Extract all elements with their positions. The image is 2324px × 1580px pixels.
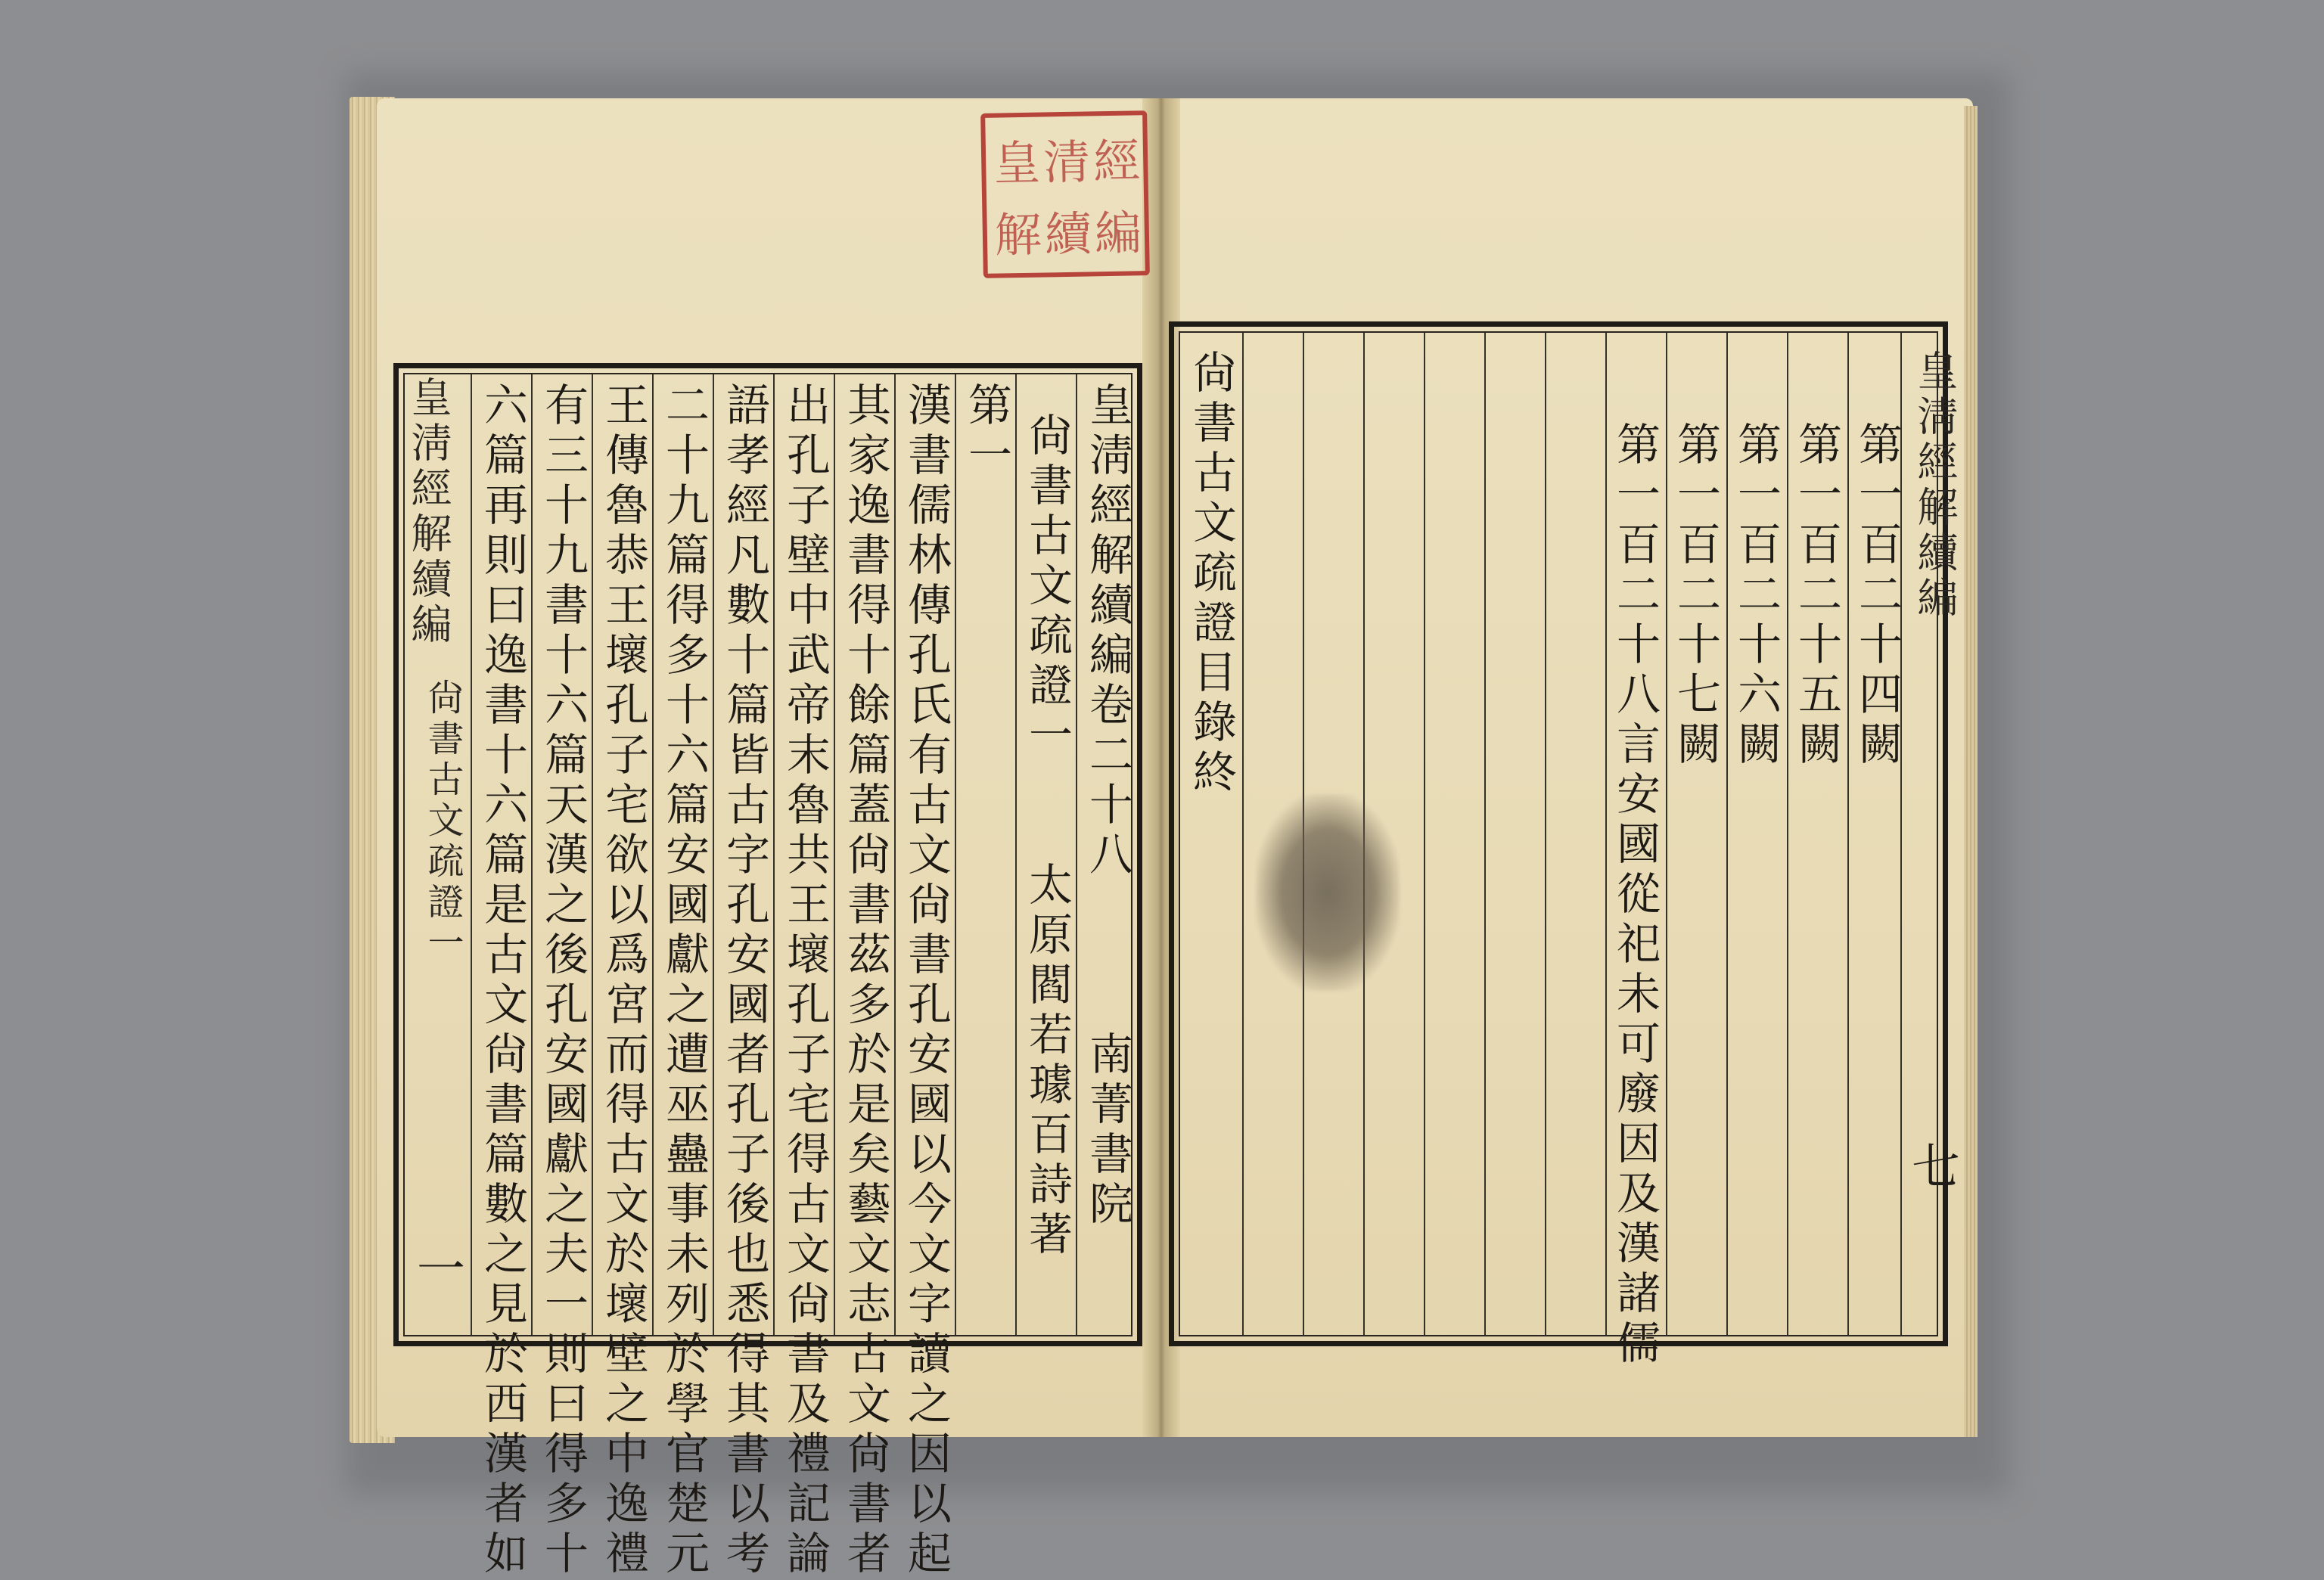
text-column: 第一百二十五闕: [1791, 421, 1842, 771]
text-column: 尙書古文疏證目錄終: [1185, 349, 1237, 799]
text-column: 第一百二十四闕: [1851, 421, 1903, 771]
column-rule: [1900, 333, 1902, 1336]
text-column: 六篇再則曰逸書十六篇是古文尙書篇數之見於西漢者如: [477, 382, 528, 1580]
page-banner-subtitle: 尙書古文疏證一: [421, 678, 464, 964]
seal-char: 編: [1094, 205, 1142, 262]
text-column: 有三十九書十六篇天漢之後孔安國獻之夫一則曰得多十: [537, 382, 589, 1580]
column-rule: [834, 374, 835, 1336]
page-edges-right: [1964, 106, 1978, 1437]
column-rule: [894, 374, 896, 1336]
column-rule: [1787, 333, 1788, 1336]
seal-char: 清: [1042, 134, 1091, 191]
text-column: 出孔子壁中武帝末魯共王壞孔子宅得古文尙書及禮記論: [779, 382, 831, 1580]
column-rule: [652, 374, 654, 1336]
column-rule: [955, 374, 956, 1336]
text-column: 二十九篇得多十六篇安國獻之遭巫蠱事未列於學官楚元: [658, 382, 710, 1580]
text-column: 第一百二十七闕: [1670, 421, 1721, 771]
column-rule: [1847, 333, 1849, 1336]
column-rule: [773, 374, 775, 1336]
column-rule: [713, 374, 714, 1336]
column-rule: [471, 374, 472, 1336]
column-rule: [1605, 333, 1607, 1336]
column-rule: [1242, 333, 1244, 1336]
text-column: 漢書儒林傳孔氏有古文尙書孔安國以今文字讀之因以起: [900, 382, 952, 1580]
seal-char: 經: [1092, 133, 1141, 190]
seal-char: 續: [1044, 206, 1092, 262]
page-number: 一: [417, 1242, 465, 1298]
text-column: 皇淸經解續編卷二十八 南菁書院: [1082, 382, 1133, 1231]
page-number: 七: [1912, 1140, 1960, 1196]
text-column: 尙書古文疏證一 太原閻若璩百詩著: [1021, 412, 1073, 1261]
column-rule: [592, 374, 593, 1336]
library-seal: [980, 110, 1150, 278]
text-column: 王傳魯恭王壞孔子宅欲以爲宮而得古文於壞壁之中逸禮: [598, 382, 649, 1580]
left-text-frame: [393, 363, 1142, 1580]
text-column: 第一百二十六闕: [1730, 421, 1782, 771]
column-rule: [1484, 333, 1486, 1336]
ink-stain: [1256, 794, 1400, 991]
page-banner: 皇淸經解續編: [1911, 349, 1959, 622]
column-rule: [1424, 333, 1425, 1336]
column-rule: [1015, 374, 1017, 1336]
column-rule: [1726, 333, 1728, 1336]
text-column: 語孝經凡數十篇皆古字孔安國者孔子後也悉得其書以考: [719, 382, 770, 1580]
text-column: 第一百二十八言安國從祀未可廢因及漢諸儒: [1609, 421, 1661, 1370]
column-rule: [1076, 374, 1077, 1336]
page-banner: 皇淸經解續編: [405, 376, 452, 648]
seal-char: 皇: [993, 135, 1041, 191]
column-rule: [531, 374, 533, 1336]
text-column: 其家逸書得十餘篇蓋尙書茲多於是矣藝文志古文尙書者: [840, 382, 891, 1580]
column-rule: [1666, 333, 1667, 1336]
seal-char: 解: [994, 206, 1042, 263]
text-column: 第一: [961, 382, 1012, 482]
column-rule: [1545, 333, 1546, 1336]
